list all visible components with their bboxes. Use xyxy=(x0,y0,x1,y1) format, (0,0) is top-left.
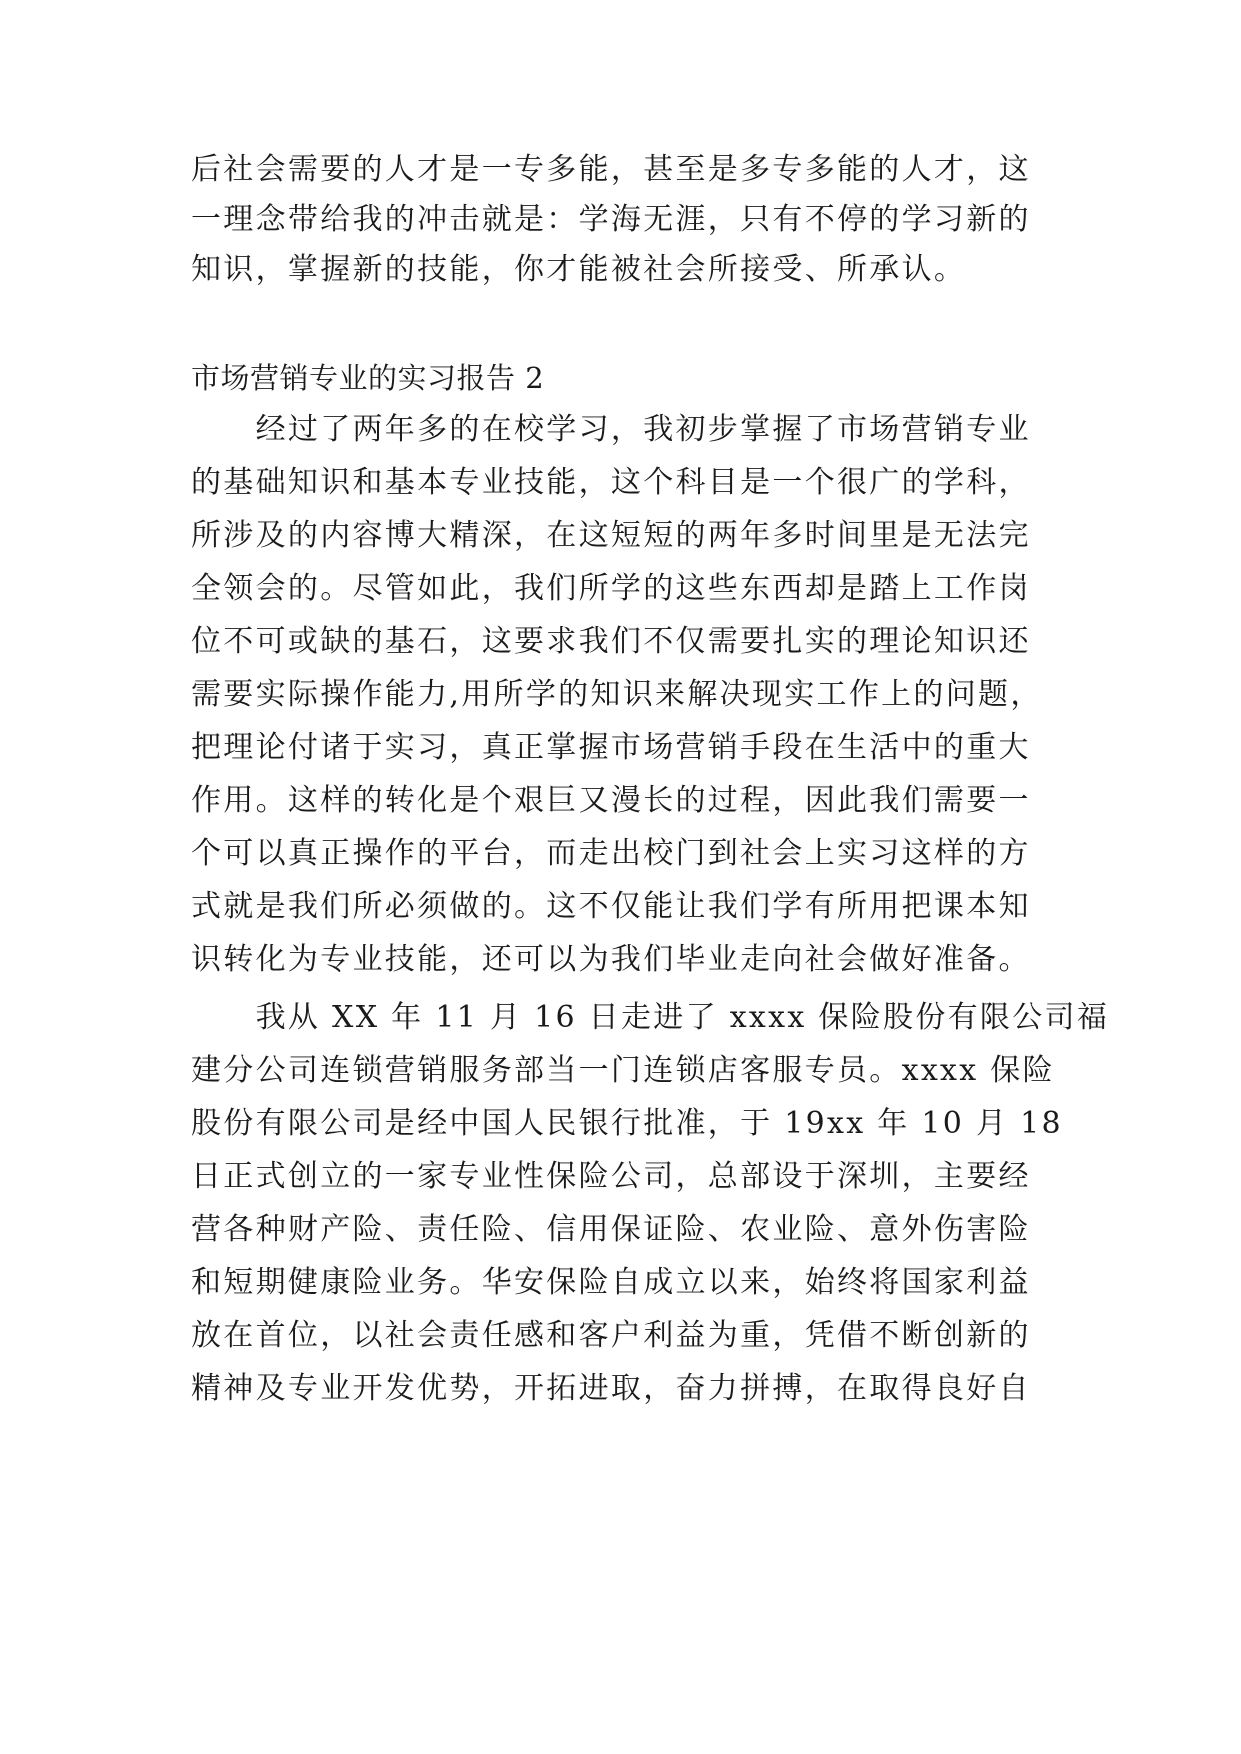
text-line: 把理论付诸于实习，真正掌握市场营销手段在生活中的重大 xyxy=(191,730,1031,765)
text-line: 营各种财产险、责任险、信用保证险、农业险、意外伤害险 xyxy=(191,1212,1031,1247)
text-line: 所涉及的内容博大精深，在这短短的两年多时间里是无法完 xyxy=(191,518,1031,553)
text-line: 和短期健康险业务。华安保险自成立以来，始终将国家利益 xyxy=(191,1265,1031,1300)
text-line: 知识，掌握新的技能，你才能被社会所接受、所承认。 xyxy=(191,252,967,287)
text-line: 日正式创立的一家专业性保险公司，总部设于深圳，主要经 xyxy=(191,1159,1031,1194)
section-title: 市场营销专业的实习报告 2 xyxy=(191,361,545,395)
text-line: 个可以真正操作的平台，而走出校门到社会上实习这样的方 xyxy=(191,836,1031,871)
text-line: 位不可或缺的基石，这要求我们不仅需要扎实的理论知识还 xyxy=(191,624,1031,659)
text-line: 识转化为专业技能，还可以为我们毕业走向社会做好准备。 xyxy=(191,942,1031,977)
text-line: 的基础知识和基本专业技能，这个科目是一个很广的学科， xyxy=(191,465,1031,500)
text-line: 精神及专业开发优势，开拓进取，奋力拼搏，在取得良好自 xyxy=(191,1371,1031,1406)
text-line: 式就是我们所必须做的。这不仅能让我们学有所用把课本知 xyxy=(191,889,1031,924)
text-line: 我从 XX 年 11 月 16 日走进了 xxxx 保险股份有限公司福 xyxy=(191,1000,1110,1035)
text-line: 股份有限公司是经中国人民银行批准，于 19xx 年 10 月 18 xyxy=(191,1106,1063,1141)
text-line: 需要实际操作能力,用所学的知识来解决现实工作上的问题， xyxy=(191,677,1043,712)
text-line: 建分公司连锁营销服务部当一门连锁店客服专员。xxxx 保险 xyxy=(191,1053,1055,1088)
text-line: 放在首位，以社会责任感和客户利益为重，凭借不断创新的 xyxy=(191,1318,1031,1353)
text-line: 作用。这样的转化是个艰巨又漫长的过程，因此我们需要一 xyxy=(191,783,1031,818)
text-line: 一理念带给我的冲击就是：学海无涯，只有不停的学习新的 xyxy=(191,202,1031,237)
text-line: 全领会的。尽管如此，我们所学的这些东西却是踏上工作岗 xyxy=(191,571,1031,606)
text-line: 经过了两年多的在校学习，我初步掌握了市场营销专业 xyxy=(191,412,1031,447)
text-line: 后社会需要的人才是一专多能，甚至是多专多能的人才，这 xyxy=(191,152,1031,187)
